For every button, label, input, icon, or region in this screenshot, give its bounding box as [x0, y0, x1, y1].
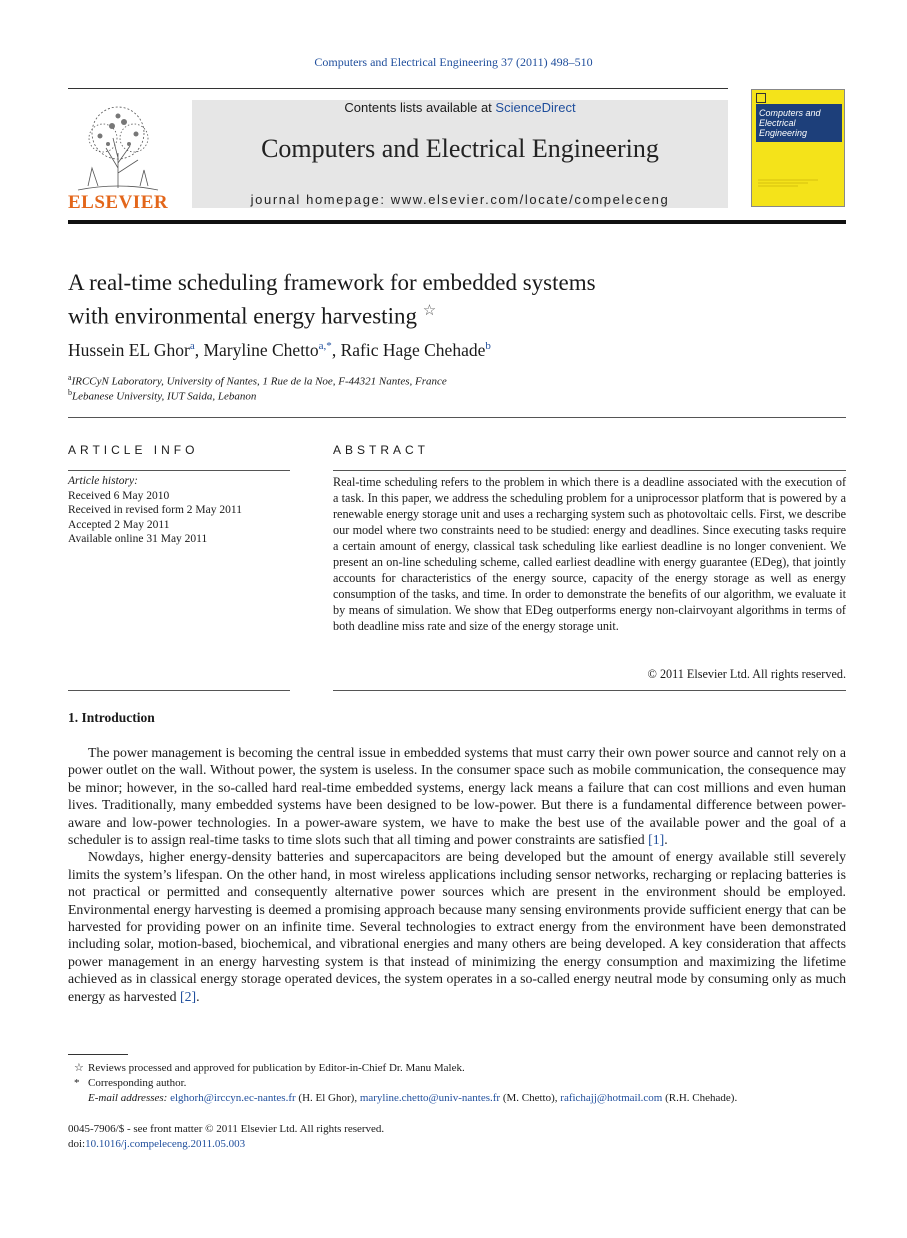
- author-name: Hussein EL Ghor: [68, 340, 190, 360]
- title-line-1: A real-time scheduling framework for embedded systems: [68, 270, 596, 295]
- article-info-heading: ARTICLE INFO: [68, 443, 199, 457]
- history-item: Received in revised form 2 May 2011: [68, 504, 242, 516]
- introduction-heading: 1. Introduction: [68, 710, 155, 725]
- paragraph: [68, 744, 846, 848]
- journal-cover-thumbnail: [751, 89, 845, 207]
- footnote-review: [68, 1061, 846, 1076]
- email-link[interactable]: elghorh@irccyn.ec-nantes.fr: [170, 1092, 296, 1104]
- footnote-asterisk-icon: *: [74, 1077, 80, 1089]
- doi-label: doi:: [68, 1138, 86, 1150]
- journal-title: Computers and Electrical Engineering: [261, 134, 659, 163]
- journal-header: [68, 88, 846, 225]
- elsevier-wordmark: ELSEVIER: [68, 192, 169, 213]
- email-link[interactable]: maryline.chetto@univ-nantes.fr: [359, 1092, 501, 1104]
- abstract-bottom-rule: [333, 690, 846, 691]
- sciencedirect-link[interactable]: ScienceDirect: [495, 100, 576, 115]
- affiliation-mark: b: [68, 388, 72, 397]
- email-owner: (M. Chetto),: [500, 1092, 561, 1104]
- article-info-rule: [68, 470, 290, 471]
- abstract-heading: ABSTRACT: [333, 443, 430, 457]
- affiliation: [68, 373, 828, 388]
- paragraph-end: .: [196, 988, 200, 1004]
- introduction-body: [68, 744, 846, 1005]
- front-matter-line: 0045-7906/$ - see front matter © 2011 Elsevier Ltd. All rights reserved.: [68, 1123, 385, 1135]
- affiliation: [68, 388, 828, 403]
- email-owner: (R.H. Chehade).: [662, 1092, 738, 1104]
- footnotes: [68, 1061, 846, 1106]
- article-title: [68, 268, 768, 331]
- reference-link[interactable]: [1]: [648, 832, 665, 848]
- author-name: Maryline Chetto: [203, 340, 319, 360]
- article-info-bottom-rule: [68, 690, 290, 691]
- author-affil-mark[interactable]: a,*: [318, 340, 332, 353]
- author-affil-mark[interactable]: a: [189, 340, 195, 353]
- paragraph: [68, 848, 846, 1005]
- contents-available-line: [192, 100, 728, 115]
- footnote-corresponding: [68, 1076, 846, 1091]
- footnote-rule: [68, 1054, 128, 1055]
- title-footnote-star-icon[interactable]: ☆: [422, 303, 437, 319]
- title-line-2: with environmental energy harvesting: [68, 303, 417, 329]
- abstract-rule: [333, 470, 846, 471]
- contents-prefix: Contents lists available at: [344, 100, 496, 115]
- reference-link[interactable]: [2]: [180, 988, 197, 1004]
- footnote-text: Corresponding author.: [88, 1077, 187, 1089]
- history-item: Accepted 2 May 2011: [68, 518, 170, 531]
- affiliation-text: IRCCyN Laboratory, University of Nantes, 1 Rue de la Noe, F-44321 Nantes, France: [71, 375, 447, 388]
- history-item: Received 6 May 2010: [68, 489, 170, 502]
- paragraph-text: The power management is becoming the central issue in embedded systems that must carry their own power source and cannot rely on a power outlet on the wall. Without power, the system is useless. In the consumer space such as mobile communication, the consequence may be minor; however, in the so-called hard real-time embedded systems, energy lack means a failure that can cost millions and even human lives. Traditionally, many embedded systems have been designed to be low-power. But there is a fundamental difference between power-aware and low-power technologies. In a power-aware system, we have to make the best use of the available power and the goal of a scheduler is to assign real-time tasks to time slots such that all timing and power constraints are satisfied: [68, 745, 846, 848]
- header-top-rule: [68, 88, 728, 89]
- journal-citation[interactable]: Computers and Electrical Engineering 37 (2011) 498–510: [314, 55, 593, 69]
- issn-block: [68, 1122, 568, 1152]
- footnote-emails: [68, 1091, 846, 1106]
- cover-decoration-icon: [758, 150, 818, 190]
- header-bottom-rule: [68, 220, 846, 224]
- cover-title: Computers and Electrical Engineering: [759, 108, 821, 138]
- doi-link[interactable]: 10.1016/j.compeleceng.2011.05.003: [85, 1138, 246, 1150]
- section-divider: [68, 417, 846, 418]
- email-link[interactable]: rafichajj@hotmail.com: [560, 1092, 663, 1104]
- email-label: E-mail addresses:: [88, 1092, 168, 1104]
- email-owner: (H. El Ghor),: [295, 1092, 360, 1104]
- journal-homepage[interactable]: journal homepage: www.elsevier.com/locate/compeleceng: [250, 192, 670, 207]
- author-affil-mark[interactable]: b: [485, 340, 491, 353]
- paragraph-text: Nowdays, higher energy-density batteries and supercapacitors are being developed but the amount of energy available still severely limits the system’s lifespan. On the other hand, in most wireless applications including sensor networks, recharging or replacing batteries is not practical or permitted and consequently alternative power sources which are present in the environment should be employed. Environmental energy harvesting is deemed a promising approach because many sensing environments provide sufficient energy that can be harvested for providing power on an infinite time. Several technologies to extract energy from the environment have been demonstrated including solar, motion-based, biochemical, and vibrational energies and many others are being developed. A key consideration that affects power management in an energy harvesting system is that instead of minimizing the energy consumption and maximizing the lifetime achieved as in classical energy storage operated devices, the system operates in a so-called energy neutral mode by consuming only as much energy as harvested: [68, 849, 846, 1004]
- abstract-copyright: © 2011 Elsevier Ltd. All rights reserved.: [647, 667, 846, 681]
- affiliation-text: Lebanese University, IUT Saida, Lebanon: [72, 390, 257, 403]
- author-list: Hussein EL Ghor$^a$, Maryline Chetto$^{a,*}$, Rafic Hage Chehade$^b$: [68, 340, 491, 360]
- article-history: [68, 474, 290, 547]
- footnote-star-icon: ☆: [74, 1062, 84, 1074]
- journal-banner: [192, 100, 728, 208]
- history-label: Article history:: [68, 475, 138, 487]
- history-item: Available online 31 May 2011: [68, 533, 208, 545]
- cover-logo-icon: [756, 93, 766, 103]
- paragraph-end: .: [664, 832, 668, 848]
- abstract-text: Real-time scheduling refers to the problem in which there is a deadline associated with the execution of a task. In this paper, we address the scheduling problem for a uniprocessor platform that is powered by a renewable energy storage unit and uses a recharging system such as photovoltaic cells. First, we describe our model where two constraints need to be studied: energy and deadlines. Since executing tasks require a certain amount of energy, classical task scheduling like earliest deadline is no longer convenient. We present an on-line scheduling scheme, called earliest deadline with energy guarantee (EDeg), that jointly accounts for characteristics of the energy source, capacity of the energy storage as well as energy consumption of the tasks, and time. In order to demonstrate the benefits of our algorithm, we evaluate it by means of simulation. We show that EDeg outperforms energy non-clairvoyant algorithms in terms of both deadline miss rate and size of the energy storage unit.: [333, 475, 846, 633]
- author-name: Rafic Hage Chehade: [340, 340, 486, 360]
- footnote-text: Reviews processed and approved for publication by Editor-in-Chief Dr. Manu Malek.: [88, 1062, 465, 1074]
- affiliation-mark: a: [68, 373, 72, 382]
